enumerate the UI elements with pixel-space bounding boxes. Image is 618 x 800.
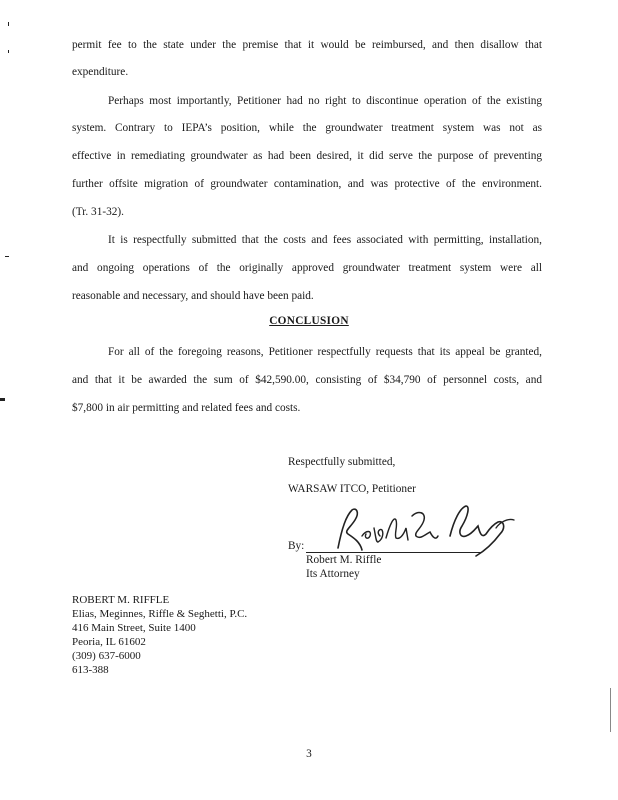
page-number: 3 xyxy=(306,748,312,760)
signer-name: Robert M. Riffle xyxy=(306,554,382,566)
signer-role: Its Attorney xyxy=(306,568,360,580)
scan-mark xyxy=(8,22,9,26)
address-line: Elias, Meginnes, Riffle & Seghetti, P.C. xyxy=(72,608,248,620)
body-text-line: and ongoing operations of the originally approved groundwater treatment system were all xyxy=(72,262,542,274)
body-text-line: It is respectfully submitted that the costs and fees associated with permitting, installation, xyxy=(108,234,542,246)
body-text-line: further offsite migration of groundwater contamination, and was protective of the environment. xyxy=(72,178,542,190)
handwritten-signature xyxy=(300,498,520,560)
address-line: 416 Main Street, Suite 1400 xyxy=(72,622,196,634)
section-heading: CONCLUSION xyxy=(269,315,349,327)
closing-party: WARSAW ITCO, Petitioner xyxy=(288,483,416,495)
body-text-line: $7,800 in air permitting and related fees and costs. xyxy=(72,402,301,414)
scan-mark xyxy=(0,398,5,401)
by-label: By: xyxy=(288,540,305,552)
scan-mark xyxy=(8,50,9,53)
body-text-line: Perhaps most importantly, Petitioner had no right to discontinue operation of the existing xyxy=(108,95,542,107)
address-line: (309) 637-6000 xyxy=(72,650,141,662)
body-text-line: reasonable and necessary, and should have been paid. xyxy=(72,290,314,302)
scan-mark xyxy=(610,688,611,732)
body-text-line: and that it be awarded the sum of $42,590.00, consisting of $34,790 of personnel costs, and xyxy=(72,374,542,386)
body-text-line: (Tr. 31-32). xyxy=(72,206,124,218)
body-text-line: expenditure. xyxy=(72,66,129,78)
closing-respectfully: Respectfully submitted, xyxy=(288,456,396,468)
address-line: ROBERT M. RIFFLE xyxy=(72,594,170,606)
scan-mark xyxy=(5,256,9,257)
address-line: 613-388 xyxy=(72,664,109,676)
body-text-line: effective in remediating groundwater as had been desired, it did serve the purpose of preventing xyxy=(72,150,542,162)
address-line: Peoria, IL 61602 xyxy=(72,636,146,648)
body-text-line: system. Contrary to IEPA’s position, while the groundwater treatment system was not as xyxy=(72,122,542,134)
body-text-line: For all of the foregoing reasons, Petitioner respectfully requests that its appeal be granted, xyxy=(108,346,542,358)
body-text-line: permit fee to the state under the premise that it would be reimbursed, and then disallow that xyxy=(72,39,542,51)
